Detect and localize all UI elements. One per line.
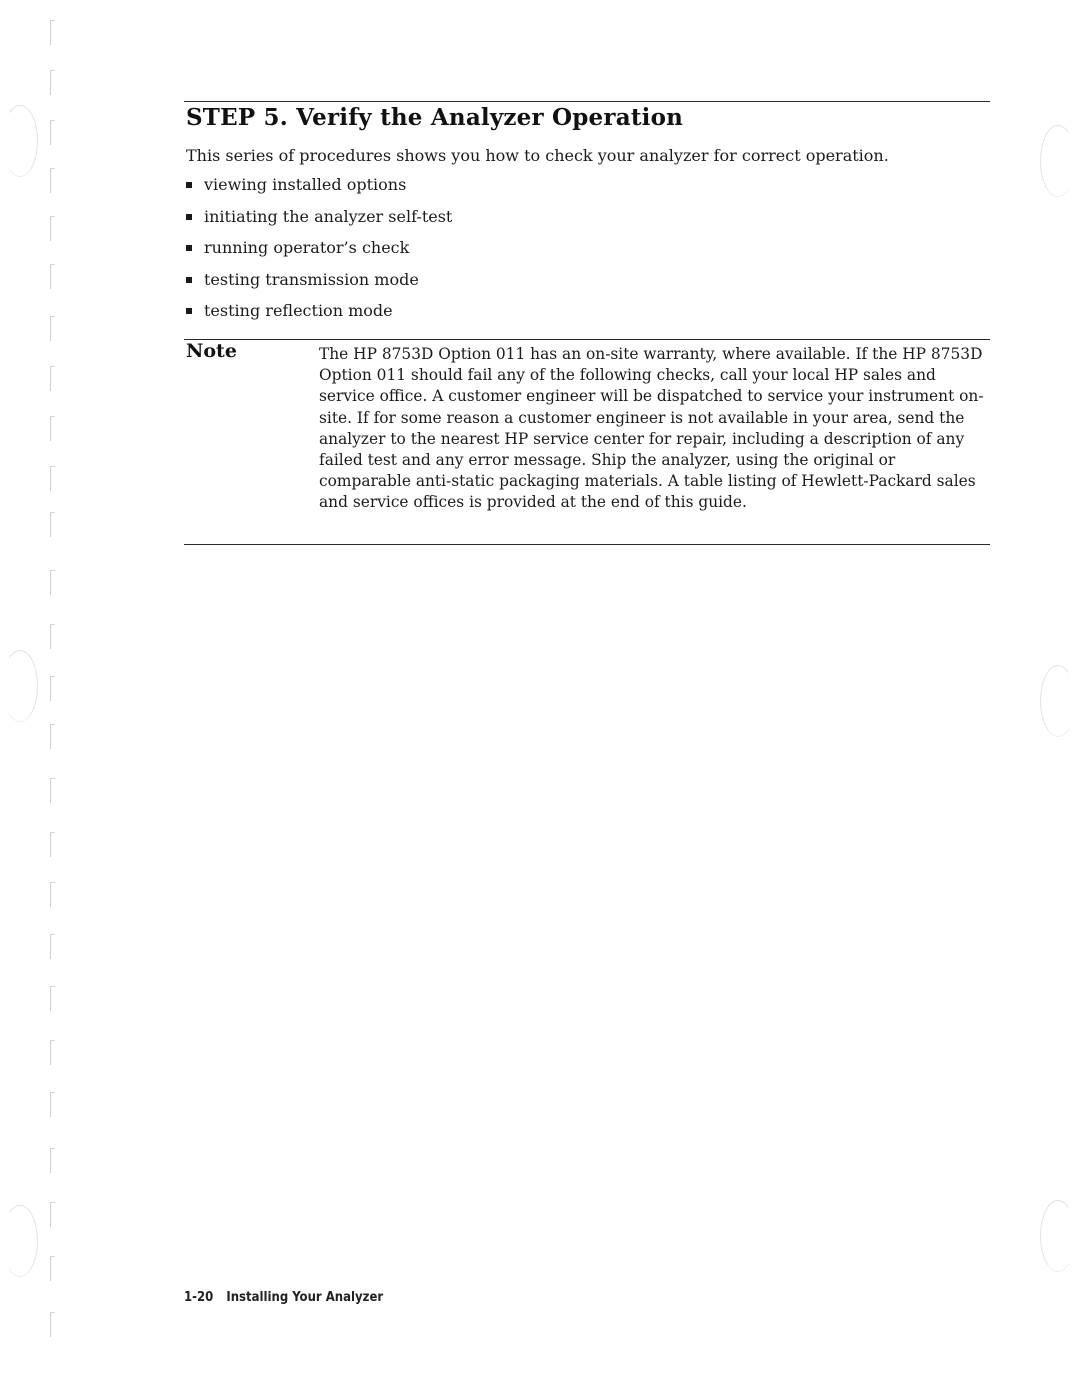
- square-bullet-icon: [186, 214, 192, 220]
- margin-mark: [50, 168, 55, 193]
- margin-mark: [50, 832, 55, 857]
- punch-hole-mark: [2, 650, 38, 722]
- list-item-text: running operator’s check: [204, 238, 410, 257]
- margin-mark: [50, 724, 55, 749]
- list-item: [186, 174, 452, 206]
- section-heading: STEP 5. Verify the Analyzer Operation: [186, 104, 684, 131]
- page-footer: [184, 1290, 383, 1305]
- list-item-text: testing reflection mode: [204, 301, 393, 320]
- heading-rule: [184, 101, 990, 102]
- list-item: [186, 269, 452, 301]
- margin-mark: [50, 934, 55, 959]
- margin-mark: [50, 986, 55, 1011]
- margin-mark: [50, 1092, 55, 1117]
- margin-mark: [50, 778, 55, 803]
- list-item: [186, 300, 452, 332]
- note-bottom-rule: [184, 544, 990, 545]
- note-label: Note: [186, 340, 237, 362]
- margin-mark: [50, 216, 55, 241]
- footer-section-title: Installing Your Analyzer: [226, 1290, 384, 1305]
- punch-hole-mark: [1040, 1200, 1076, 1272]
- list-item: [186, 206, 452, 238]
- intro-paragraph: This series of procedures shows you how to check your analyzer for correct operation.: [186, 146, 889, 165]
- margin-mark: [50, 120, 55, 145]
- margin-mark: [50, 264, 55, 289]
- margin-mark: [50, 20, 55, 45]
- punch-hole-mark: [1040, 665, 1076, 737]
- margin-mark: [50, 512, 55, 537]
- margin-mark: [50, 882, 55, 907]
- margin-mark: [50, 1148, 55, 1173]
- square-bullet-icon: [186, 308, 192, 314]
- list-item: [186, 237, 452, 269]
- margin-mark: [50, 316, 55, 341]
- margin-mark: [50, 70, 55, 95]
- note-text: The HP 8753D Option 011 has an on-site warranty, where available. If the HP 8753D Option 011 should fail any of the following checks, call your local HP sales and service office. A customer engineer will be dispatched to service your instrument on-site. If for some reason a customer engineer is not available in your area, send the analyzer to the nearest HP service center for repair, including a description of any failed test and any error message. Ship the analyzer, using the original or comparable anti-static packaging materials. A table listing of Hewlett-Packard sales and service offices is provided at the end of this guide.: [319, 345, 984, 512]
- list-item-text: initiating the analyzer self-test: [204, 206, 453, 226]
- square-bullet-icon: [186, 245, 192, 251]
- margin-mark: [50, 366, 55, 391]
- margin-mark: [50, 1202, 55, 1227]
- list-item-text: viewing installed options: [204, 175, 407, 194]
- page-number: 1-20: [184, 1290, 214, 1305]
- punch-hole-mark: [2, 105, 38, 177]
- binding-margin-marks: [50, 20, 64, 1360]
- margin-mark: [50, 416, 55, 441]
- note-top-rule: [184, 339, 990, 340]
- margin-mark: [50, 1256, 55, 1281]
- procedure-list: [186, 174, 452, 332]
- list-item-text: testing transmission mode: [204, 269, 419, 289]
- margin-mark: [50, 1040, 55, 1065]
- margin-mark: [50, 570, 55, 595]
- margin-mark: [50, 624, 55, 649]
- margin-mark: [50, 1312, 55, 1337]
- square-bullet-icon: [186, 182, 192, 188]
- margin-mark: [50, 466, 55, 491]
- punch-hole-mark: [1040, 125, 1076, 197]
- margin-mark: [50, 676, 55, 701]
- square-bullet-icon: [186, 277, 192, 283]
- punch-hole-mark: [2, 1205, 38, 1277]
